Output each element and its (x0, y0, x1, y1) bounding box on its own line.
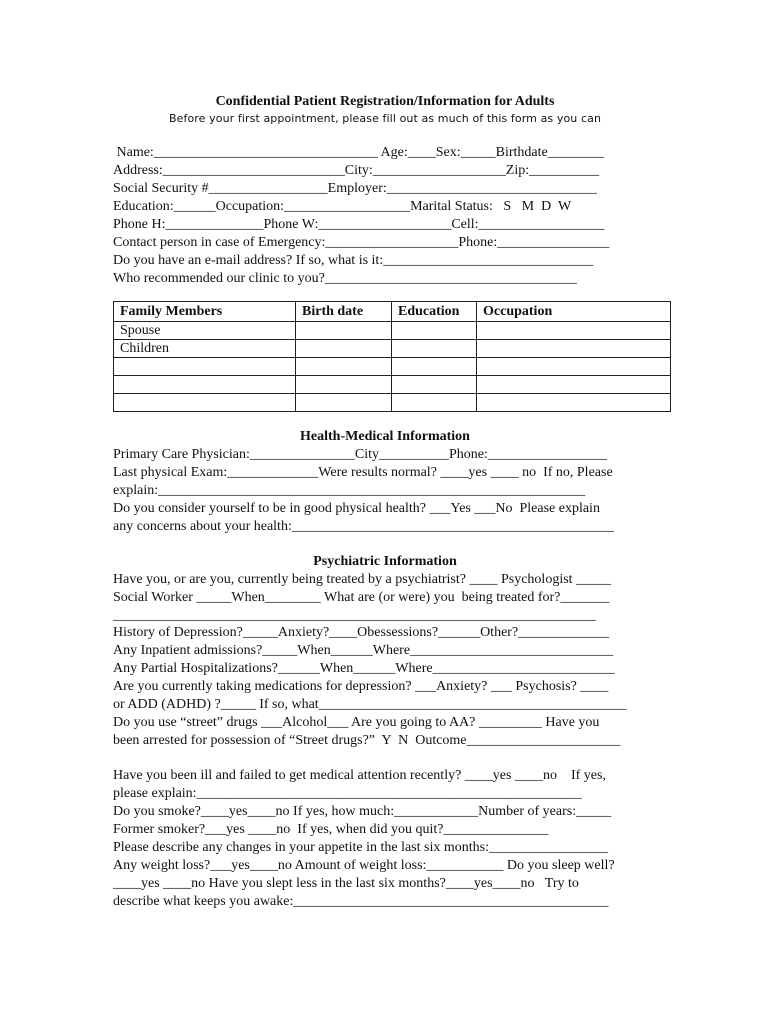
name-age-sex-birthdate-line[interactable]: Name:________________________________ Age:____Sex:_____Birthdate________ (113, 145, 604, 160)
table-cell[interactable] (114, 358, 296, 376)
table-cell[interactable] (392, 358, 477, 376)
table-cell[interactable] (114, 394, 296, 412)
table-cell[interactable] (477, 322, 671, 340)
table-cell[interactable] (477, 358, 671, 376)
header-occupation: Occupation (477, 302, 671, 322)
ill-line[interactable]: Have you been ill and failed to get medical attention recently? ____yes ____no If yes, (113, 768, 606, 783)
street-drugs-line[interactable]: Do you use “street” drugs ___Alcohol___ Are you going to AA? _________ Have you (113, 715, 600, 730)
table-row (114, 376, 671, 394)
table-cell: Spouse (114, 322, 296, 340)
arrested-line[interactable]: been arrested for possession of “Street drugs?” Y N Outcome______________________ (113, 733, 621, 748)
weight-loss-line[interactable]: Any weight loss?___yes____no Amount of weight loss:___________ Do you sleep well? (113, 858, 615, 873)
address-city-zip-line[interactable]: Address:__________________________City:___________________Zip:__________ (113, 163, 600, 178)
form-subtitle: Before your first appointment, please fill out as much of this form as you can (168, 112, 602, 125)
table-cell[interactable] (392, 340, 477, 358)
table-cell[interactable] (477, 340, 671, 358)
health-medical-heading: Health-Medical Information (300, 429, 470, 444)
table-cell[interactable] (114, 376, 296, 394)
table-row (114, 358, 671, 376)
table-cell[interactable] (296, 358, 392, 376)
partial-hospitalization-line[interactable]: Any Partial Hospitalizations?______When______Where__________________________ (113, 661, 615, 676)
psychiatric-heading: Psychiatric Information (313, 554, 457, 569)
health-concerns-line[interactable]: any concerns about your health:______________________________________________ (113, 519, 614, 534)
header-birth-date: Birth date (296, 302, 392, 322)
social-worker-line[interactable]: Social Worker _____When________ What are (or were) you being treated for?_______ (113, 590, 610, 605)
table-cell[interactable] (296, 376, 392, 394)
education-occupation-marital-line[interactable]: Education:______Occupation:__________________Marital Status: S M D W (113, 199, 572, 214)
table-cell[interactable] (296, 322, 392, 340)
former-smoker-line[interactable]: Former smoker?___yes ____no If yes, when did you quit?_______________ (113, 822, 549, 837)
table-header-row (114, 302, 671, 322)
explain-line[interactable]: explain:_____________________________________________________________ (113, 483, 586, 498)
awake-line[interactable]: describe what keeps you awake:_____________________________________________ (113, 894, 609, 909)
sleep-line[interactable]: ____yes ____no Have you slept less in the last six months?____yes____no Try to (113, 876, 579, 891)
smoke-line[interactable]: Do you smoke?____yes____no If yes, how much:____________Number of years:_____ (113, 804, 612, 819)
table-row (114, 394, 671, 412)
blank-line[interactable]: _____________________________________________________________________ (113, 608, 596, 623)
ssn-employer-line[interactable]: Social Security #_________________Employer:______________________________ (113, 181, 597, 196)
header-education: Education (392, 302, 477, 322)
form-title: Confidential Patient Registration/Information for Adults (215, 94, 555, 109)
table-row (114, 340, 671, 358)
please-explain-line[interactable]: please explain:_______________________________________________________ (113, 786, 582, 801)
psychiatrist-line[interactable]: Have you, or are you, currently being treated by a psychiatrist? ____ Psychologist _____ (113, 572, 612, 587)
table-cell[interactable] (477, 394, 671, 412)
table-cell[interactable] (296, 340, 392, 358)
add-adhd-line[interactable]: or ADD (ADHD) ?_____ If so, what____________________________________________ (113, 697, 627, 712)
medications-line[interactable]: Are you currently taking medications for depression? ___Anxiety? ___ Psychosis? ____ (113, 679, 609, 694)
referral-line[interactable]: Who recommended our clinic to you?____________________________________ (113, 271, 577, 286)
emergency-contact-line[interactable]: Contact person in case of Emergency:___________________Phone:________________ (113, 235, 610, 250)
table-cell[interactable] (296, 394, 392, 412)
table-cell[interactable] (392, 376, 477, 394)
history-line[interactable]: History of Depression?_____Anxiety?____Obessessions?______Other?_____________ (113, 625, 610, 640)
table-cell: Children (114, 340, 296, 358)
table-cell[interactable] (392, 322, 477, 340)
header-family-members: Family Members (114, 302, 296, 322)
good-health-line[interactable]: Do you consider yourself to be in good physical health? ___Yes ___No Please explain (113, 501, 600, 516)
table-row (114, 322, 671, 340)
family-members-table (113, 301, 671, 412)
inpatient-line[interactable]: Any Inpatient admissions?_____When______Where_____________________________ (113, 643, 614, 658)
phone-numbers-line[interactable]: Phone H:______________Phone W:___________________Cell:__________________ (113, 217, 605, 232)
last-physical-line[interactable]: Last physical Exam:_____________Were results normal? ____yes ____ no If no, Please (113, 465, 613, 480)
appetite-line[interactable]: Please describe any changes in your appetite in the last six months:_________________ (113, 840, 608, 855)
primary-care-line[interactable]: Primary Care Physician:_______________City__________Phone:_________________ (113, 447, 607, 462)
email-line[interactable]: Do you have an e-mail address? If so, what is it:______________________________ (113, 253, 594, 268)
table-cell[interactable] (477, 376, 671, 394)
table-cell[interactable] (392, 394, 477, 412)
